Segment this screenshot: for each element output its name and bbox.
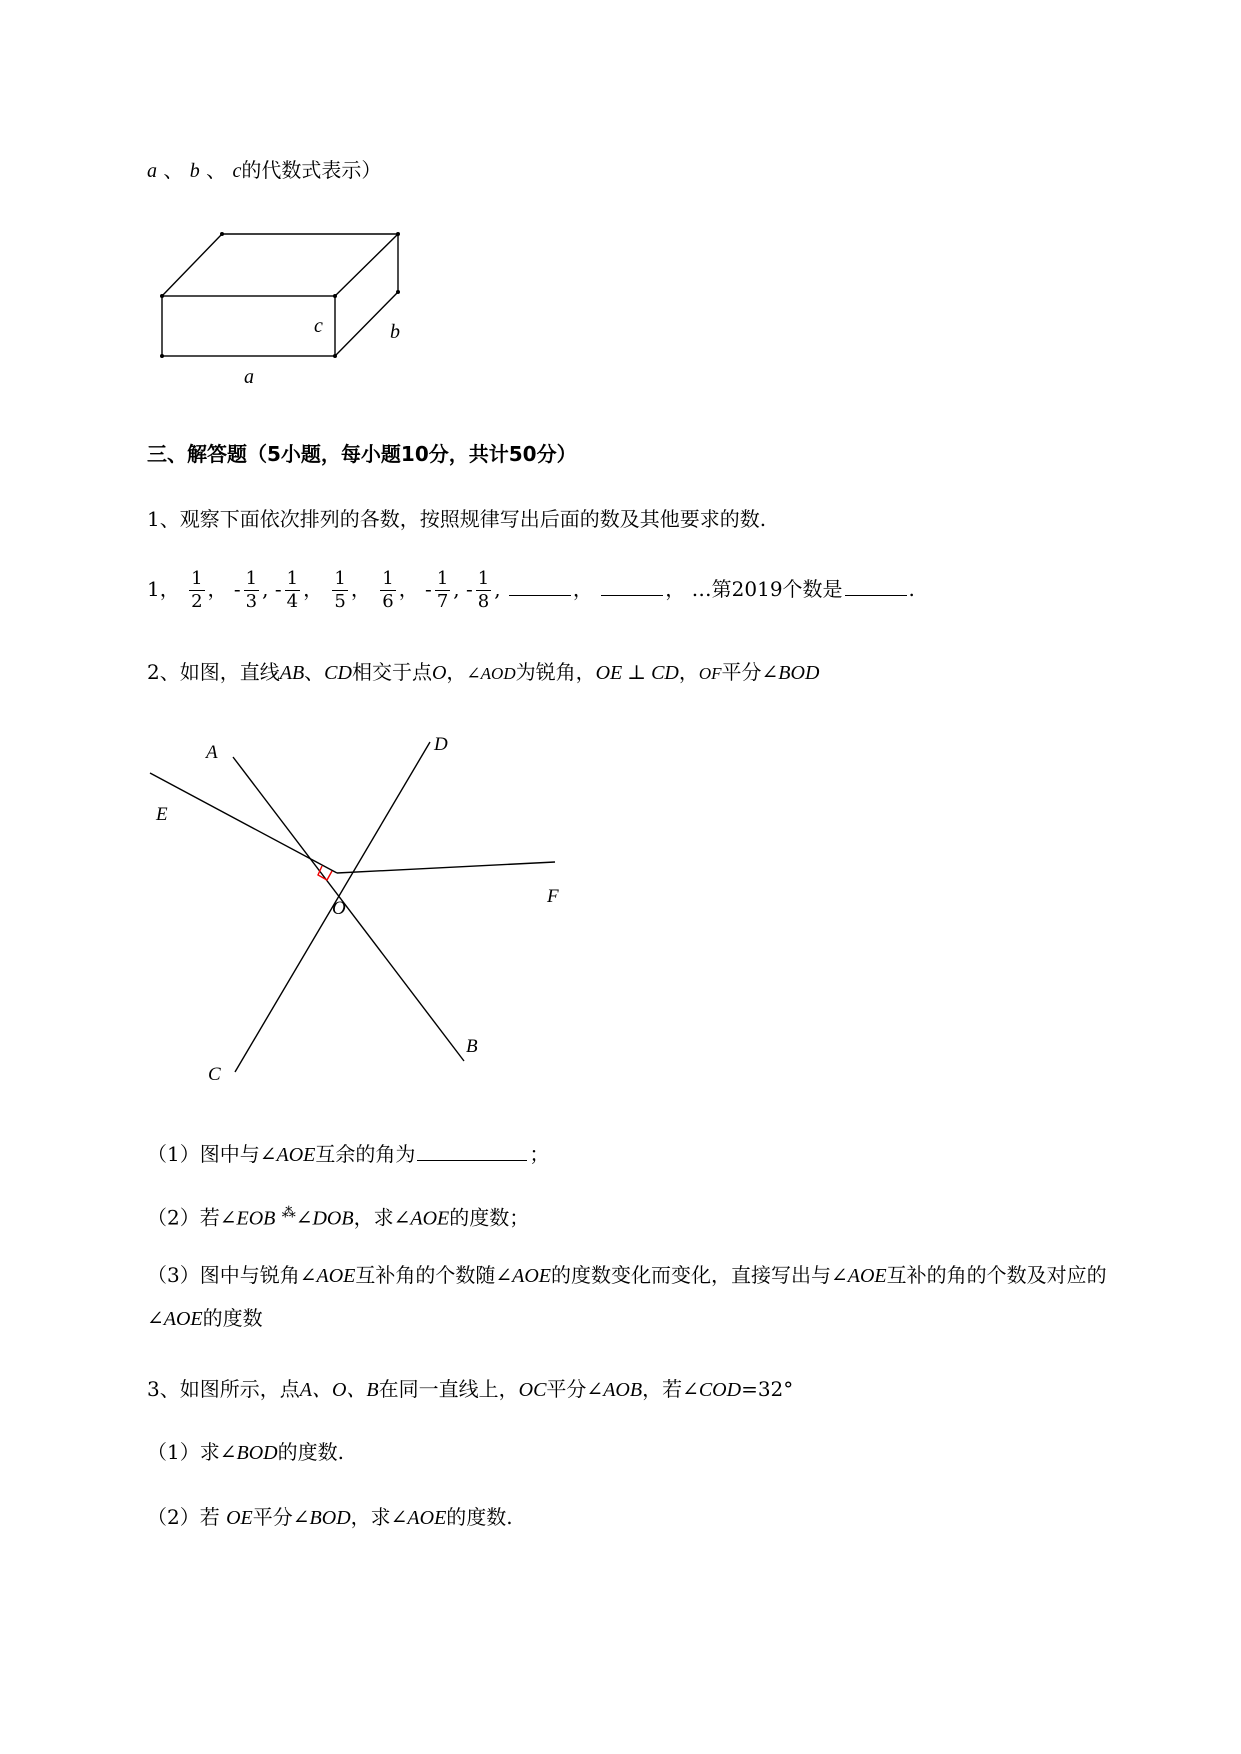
label-A: A — [206, 742, 218, 763]
var-c: c — [232, 160, 242, 182]
box-label-a: a — [244, 366, 254, 388]
box-figure — [150, 220, 470, 400]
seq-term: $\frac{1}{6}$ ， — [382, 568, 419, 612]
ellipsis-text: …第2019个数是 — [691, 577, 843, 601]
intro-line — [147, 158, 381, 183]
seq-term: $\frac{1}{5}$ ， — [334, 568, 371, 612]
question-2-text: 2、如图，直线AB、CD相交于点O，∠AOD为锐角，OE ⊥ CD，OF平分∠BOD — [147, 660, 820, 684]
var-a: a — [147, 160, 157, 182]
answer-blank[interactable] — [417, 1140, 527, 1161]
question-3-text: 3、如图所示，点A、O、B在同一直线上，OC平分∠AOB，若∠COD=32° — [147, 1377, 794, 1401]
question-2-sub-1: （1）图中与∠AOE互余的角为 ； — [147, 1142, 550, 1166]
answer-blank[interactable] — [601, 575, 663, 596]
question-3-sub-1: （1）求∠BOD的度数. — [147, 1440, 344, 1464]
question-2-sub-2: （2）若∠EOB ⁂∠DOB，求∠AOE的度数； — [147, 1205, 530, 1230]
section-heading: 三、解答题（5小题，每小题10分，共计50分） — [147, 442, 577, 466]
label-B: B — [466, 1036, 478, 1057]
label-D: D — [434, 734, 448, 755]
question-3-sub-2: （2）若 OE平分∠BOD，求∠AOE的度数. — [147, 1505, 513, 1529]
answer-blank[interactable] — [845, 575, 907, 596]
separator: 、 — [206, 158, 227, 182]
answer-blank[interactable] — [509, 575, 571, 596]
var-b: b — [189, 160, 200, 182]
seq-term: - $\frac{1}{4}$ ， — [274, 568, 324, 612]
seq-term: $\frac{1}{2}$ ， — [191, 568, 228, 612]
label-F: F — [547, 886, 559, 907]
box-label-c: c — [314, 315, 323, 337]
box-label-b: b — [390, 321, 400, 343]
label-O: O — [332, 898, 346, 919]
ray-OF — [337, 862, 555, 873]
angle-figure — [140, 730, 570, 1090]
seq-term: - $\frac{1}{7}$ , — [425, 568, 460, 612]
label-E: E — [156, 804, 168, 825]
seq-term: - $\frac{1}{8}$ , — [465, 568, 501, 612]
question-1-text: 1、观察下面依次排列的各数，按照规律写出后面的数及其他要求的数. — [147, 507, 767, 531]
seq-term: - $\frac{1}{3}$ , — [233, 568, 269, 612]
separator: 、 — [163, 158, 184, 182]
label-C: C — [208, 1064, 221, 1085]
seq-prefix: 1， — [147, 577, 180, 601]
intro-rest: 的代数式表示） — [241, 158, 382, 182]
question-2-sub-3: （3）图中与锐角∠AOE互补角的个数随∠AOE的度数变化而变化，直接写出与∠AOE互补的角的个数及对应的∠AOE的度数 — [147, 1263, 1107, 1330]
question-1-sequence: 1， $\frac{1}{2}$ ， - $\frac{1}{3}$ , - $\frac{1}{4}$ ， $\frac{1}{5}$ ， $\frac{1}{6}$ ， - $\frac{1}{7}$ , - $\frac{1}{8}$ , ， ， …第2019个数是 . — [147, 568, 915, 612]
